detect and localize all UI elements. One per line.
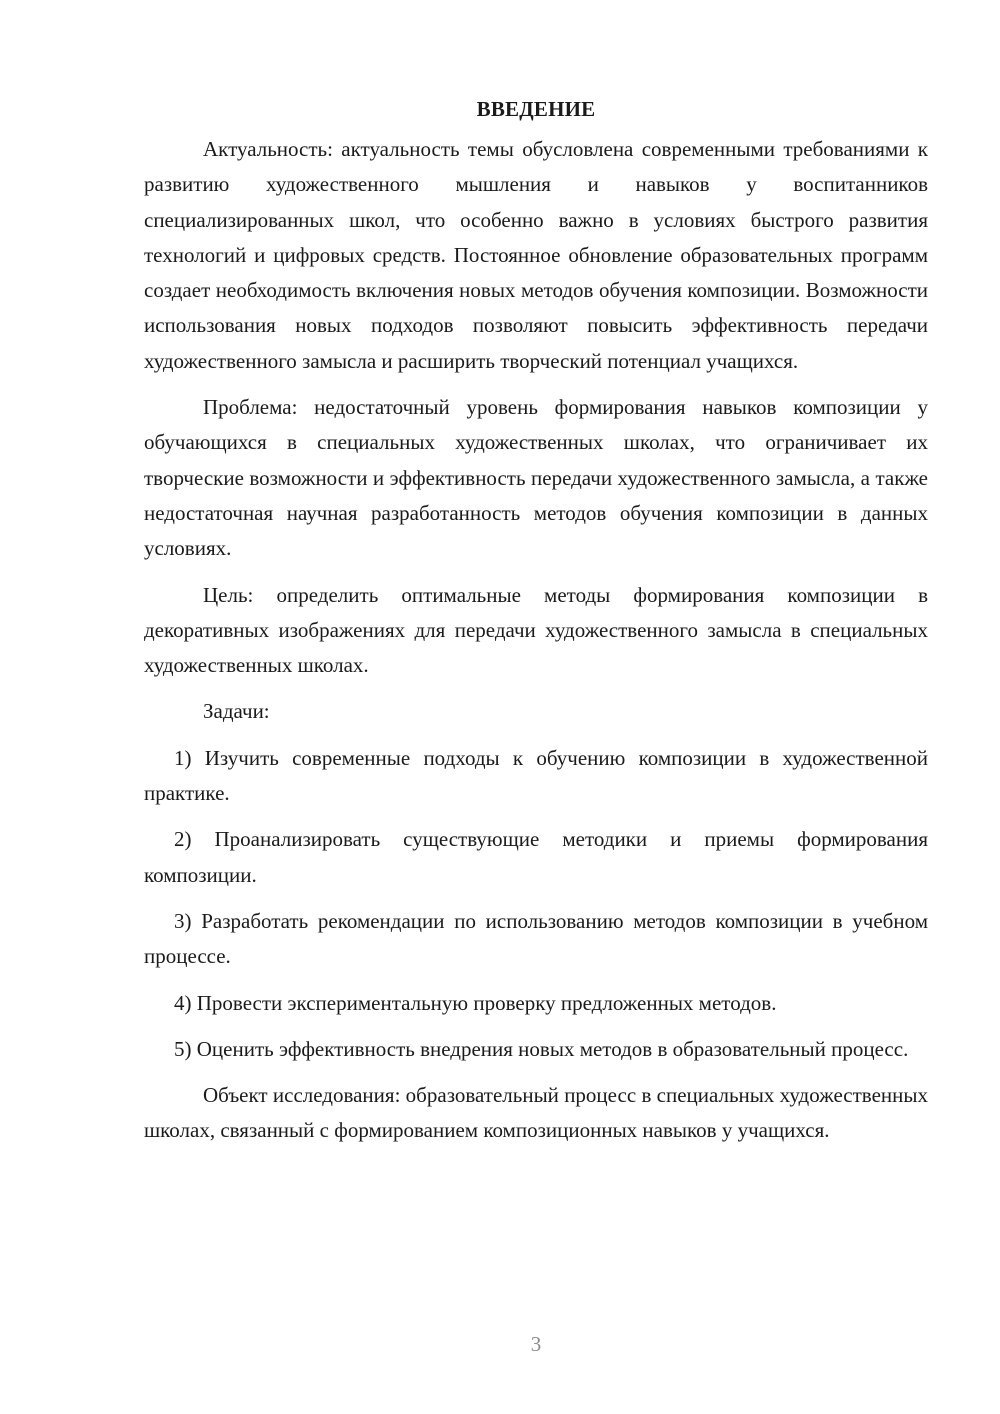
document-page <box>144 92 928 1160</box>
task-item: 2) Проанализировать существующие методики и приемы формирования композиции. <box>144 827 928 887</box>
task-item: 4) Провести экспериментальную проверку предложенных методов. <box>174 990 777 1015</box>
paragraph-relevance: Актуальность: актуальность темы обусловлена современными требованиями к развитию художественного мышления и навыков у воспитанников специализированных школ, что особенно важно в условиях быстрого развития технологий и цифровых средств. Постоянное обновление образовательных программ создает необходимость включения новых методов обучения композиции. Возможности использования новых подходов позволяют повысить эффективность передачи художественного замысла и расширить творческий потенциал учащихся. <box>144 137 928 373</box>
paragraph-object: Объект исследования: образовательный процесс в специальных художественных школах, связанный с формированием композиционных навыков у учащихся. <box>144 1083 928 1143</box>
paragraph-goal: Цель: определить оптимальные методы формирования композиции в декоративных изображениях для передачи художественного замысла в специальных художественных школах. <box>144 582 928 678</box>
tasks-heading: Задачи: <box>203 699 270 724</box>
task-item: 1) Изучить современные подходы к обучению композиции в художественной практике. <box>144 745 928 806</box>
paragraph-problem: Проблема: недостаточный уровень формирования навыков композиции у обучающихся в специальных художественных школах, что ограничивает их творческие возможности и эффективность передачи художественного замысла, а также недостаточная научная разработанность методов обучения композиции в данных условиях. <box>144 395 928 561</box>
section-title: ВВЕДЕНИЕ <box>476 97 596 121</box>
task-item: 5) Оценить эффективность внедрения новых методов в образовательный процесс. <box>174 1036 909 1061</box>
task-item: 3) Разработать рекомендации по использованию методов композиции в учебном процессе. <box>144 908 928 969</box>
page-number: 3 <box>530 1332 542 1356</box>
